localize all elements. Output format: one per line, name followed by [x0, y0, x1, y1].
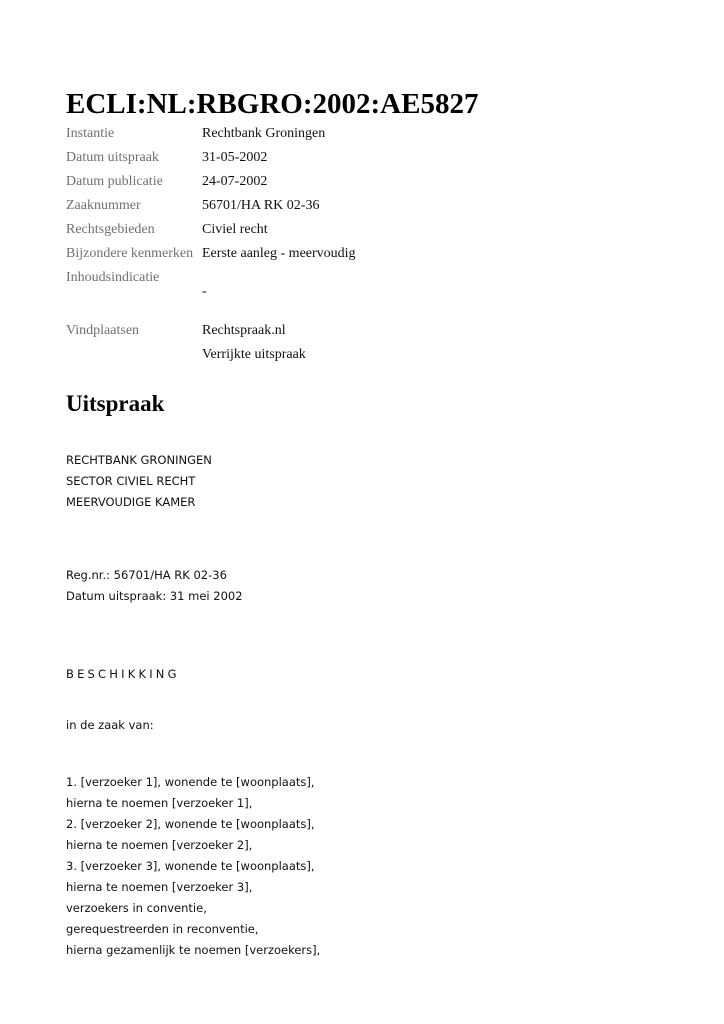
decision-heading: BESCHIKKING [66, 667, 180, 681]
party-line: 1. [verzoeker 1], wonende te [woonplaats], [66, 775, 315, 789]
meta-value: Eerste aanleg - meervoudig [202, 246, 356, 261]
section-title: Uitspraak [66, 391, 165, 416]
court-header-line: SECTOR CIVIEL RECHT [66, 474, 196, 488]
party-line: hierna te noemen [verzoeker 3], [66, 880, 253, 894]
meta-label: Rechtsgebieden [66, 222, 155, 237]
meta-label: Zaaknummer [66, 198, 141, 213]
party-line: verzoekers in conventie, [66, 901, 207, 915]
meta-value: Rechtspraak.nl [202, 323, 286, 338]
court-header-line: RECHTBANK GRONINGEN [66, 453, 212, 467]
meta-value: Rechtbank Groningen [202, 126, 326, 141]
meta-label: Instantie [66, 126, 115, 141]
meta-value: 56701/HA RK 02-36 [202, 198, 320, 213]
ecli-title: ECLI:NL:RBGRO:2002:AE5827 [66, 88, 479, 120]
registration-date: Datum uitspraak: 31 mei 2002 [66, 589, 243, 603]
case-intro: in de zaak van: [66, 718, 154, 732]
meta-value: 31-05-2002 [202, 150, 268, 165]
meta-label: Bijzondere kenmerken [66, 246, 194, 261]
party-line: 2. [verzoeker 2], wonende te [woonplaats], [66, 817, 315, 831]
meta-label: Inhoudsindicatie [66, 270, 160, 285]
party-line: 3. [verzoeker 3], wonende te [woonplaats], [66, 859, 315, 873]
registration-number: Reg.nr.: 56701/HA RK 02-36 [66, 568, 227, 582]
party-line: hierna te noemen [verzoeker 2], [66, 838, 253, 852]
meta-label: Vindplaatsen [66, 323, 140, 338]
meta-value: - [202, 284, 207, 299]
meta-value: 24-07-2002 [202, 174, 268, 189]
meta-value: Verrijkte uitspraak [202, 347, 306, 362]
meta-value: Civiel recht [202, 222, 268, 237]
court-header-line: MEERVOUDIGE KAMER [66, 495, 196, 509]
party-line: gerequestreerden in reconventie, [66, 922, 259, 936]
party-line: hierna te noemen [verzoeker 1], [66, 796, 253, 810]
meta-label: Datum uitspraak [66, 150, 159, 165]
party-line: hierna gezamenlijk te noemen [verzoekers], [66, 943, 321, 957]
meta-label: Datum publicatie [66, 174, 163, 189]
